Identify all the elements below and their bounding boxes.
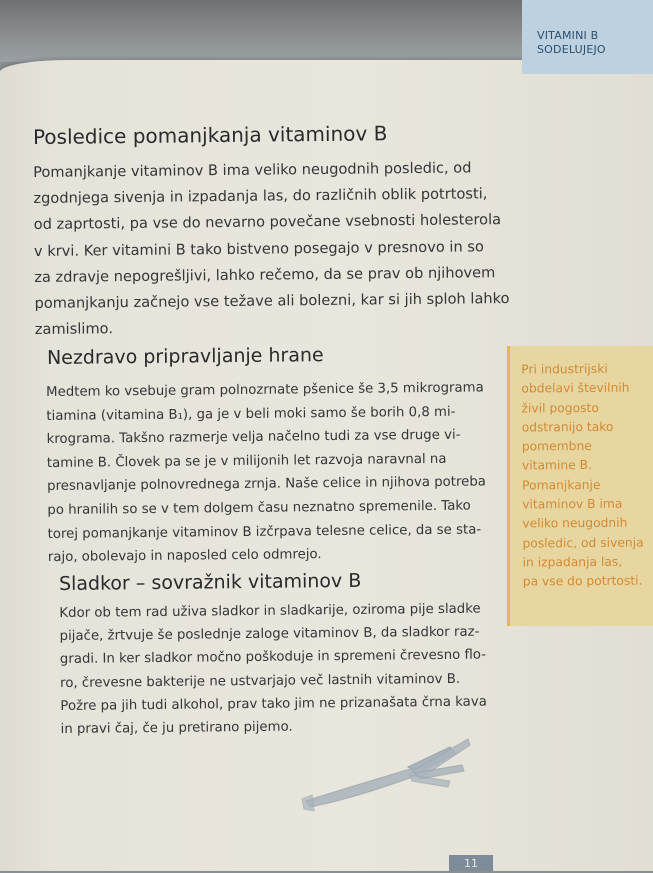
sidebar-line: in izpadanja las,: [522, 554, 623, 570]
text-line: Kdor ob tem rad uživa sladkor in sladkarije, oziroma pije sladke: [59, 601, 481, 622]
text-line: zgodnjega sivenja in izpadanja las, do različnih oblik potrtosti,: [33, 185, 488, 208]
text-line: zamislimo.: [34, 320, 114, 339]
text-line: pomanjkanju začnejo vse težave ali bolezni, kar si jih sploh lahko: [34, 290, 510, 313]
text-line: Medtem ko vsebuje gram polnozrnate pšenice še 3,5 mikrograma: [46, 380, 484, 401]
sidebar-line: vitaminov B ima: [522, 496, 623, 512]
text-line: Požre pa jih tudi alkohol, prav tako jim ne prizanašata črna kava: [60, 694, 487, 714]
text-line: torej pomanjkanje vitaminov B izčrpava telesne celice, da se sta-: [47, 522, 482, 542]
text-line: v krvi. Ker vitamini B tako bistveno posegajo v presnovo in so: [33, 237, 484, 260]
sidebar-line: pomembne: [521, 439, 592, 454]
sidebar-line: živil pogosto: [521, 400, 599, 416]
text-line: in pravi čaj, če ju pretirano pijemo.: [60, 719, 293, 738]
text-line: po hranilih so se v tem dolgem času neznatno spremenile. Tako: [47, 498, 471, 518]
text-line: ro, črevesne bakterije ne ustvarjajo več lastnih vitaminov B.: [60, 671, 461, 691]
section-paragraph: [33, 155, 510, 343]
text-line: tamine B. Človek pa se je v milijonih let razvoja naravnal na: [46, 451, 447, 471]
sidebar-line: pa vse do potrtosti.: [522, 573, 643, 589]
text-line: tiamina (vitamina B₁), ga je v beli moki samo še borih 0,8 mi-: [46, 404, 456, 424]
text-line: gradi. In ker sladkor močno poškoduje in spremeni črevesno flo-: [59, 647, 487, 668]
sidebar-line: veliko neugodnih: [522, 516, 628, 531]
text-line: Pomanjkanje vitaminov B ima veliko neugodnih posledic, od: [33, 159, 472, 182]
leek-illustration: [300, 735, 490, 825]
running-head-line: SODELUJEJO: [537, 43, 606, 56]
page-number: 11: [449, 855, 493, 871]
running-head-line: VITAMINI B: [537, 29, 599, 42]
text-line: rajo, obolevajo in naposled celo odmrejo.: [47, 547, 322, 566]
section-title: Posledice pomanjkanja vitaminov B: [32, 121, 388, 149]
subsection-title-2: Sladkor – sovražnik vitaminov B: [58, 569, 362, 595]
text-line: presnavljanje polnovrednega zrnja. Naše celice in njihova potreba: [47, 474, 487, 495]
sidebar-line: Pri industrijski: [521, 361, 608, 377]
running-head: [537, 29, 653, 57]
sidebar-line: posledic, od sivenja: [522, 535, 644, 551]
text-line: od zaprtosti, pa vse do nevarno povečane vsebnosti holesterola: [33, 211, 502, 234]
text-line: pijače, žrtvuje še poslednje zaloge vitaminov B, da sladkor raz-: [59, 624, 480, 645]
sidebar-text: [521, 360, 653, 592]
sidebar-line: obdelavi številnih: [521, 381, 630, 396]
sidebar-line: vitamine B.: [521, 458, 593, 473]
sidebar-line: odstranijo tako: [521, 419, 614, 435]
subsection-title-1: Nezdravo pripravljanje hrane: [46, 344, 324, 369]
text-line: za zdravje nepogrešljivi, lahko rečemo, da se prav ob njihovem: [34, 263, 496, 286]
text-line: krograma. Takšno razmerje velja načelno tudi za vse druge vi-: [46, 427, 461, 448]
subsection-paragraph-2: [59, 598, 487, 742]
subsection-paragraph-1: [46, 376, 487, 569]
sidebar-line: Pomanjkanje: [522, 477, 601, 493]
